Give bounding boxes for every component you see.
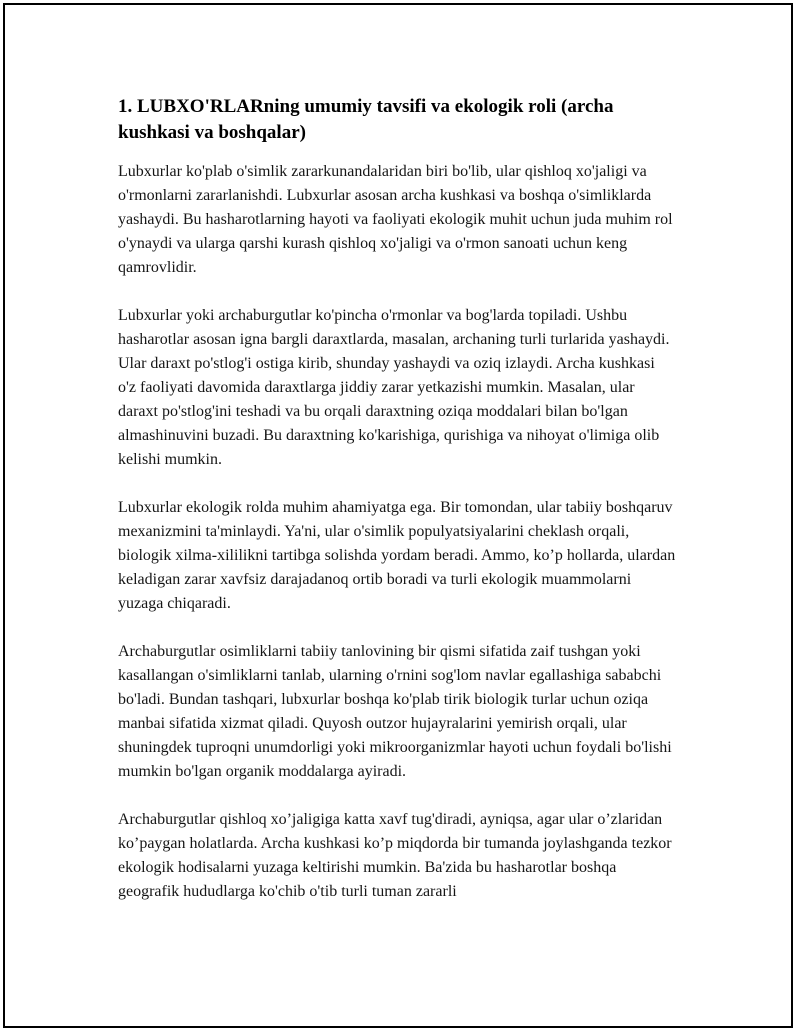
paragraph-4: Archaburgutlar osimliklarni tabiiy tanlovining bir qismi sifatida zaif tushgan yoki kasallangan o'simliklarni tanlab, ularning o'rnini sog'lom navlar egallashiga sababchi bo'ladi. Bundan tashqari, lubxurlar boshqa ko'plab tirik biologik turlar uchun oziqa manbai sifatida xizmat qiladi. Quyosh outzor hujayralarini yemirish orqali, ular shuningdek tuproqni unumdorligi yoki mikroorganizmlar hayoti uchun foydali bo'lishi mumkin bo'lgan organik moddalarga ayiradi. (118, 643, 672, 780)
paragraph-1: Lubxurlar ko'plab o'simlik zararkunandalaridan biri bo'lib, ular qishloq xo'jaligi va o'rmonlarni zararlanishdi. Lubxurlar asosan archa kushkasi va boshqa o'simliklarda yashaydi. Bu hasharotlarning hayoti va faoliyati ekologik muhit uchun juda muhim rol o'ynaydi va ularga qarshi kurash qishloq xo'jaligi va o'rmon sanoati uchun keng qamrovlidir. (118, 163, 673, 276)
paragraph-3: Lubxurlar ekologik rolda muhim ahamiyatga ega. Bir tomondan, ular tabiiy boshqaruv mexanizmini ta'minlaydi. Ya'ni, ular o'simlik populyatsiyalarini cheklash orqali, biologik xilma-xililikni tartibga solishda yordam beradi. Ammo, ko’p hollarda, ulardan keladigan zarar xavfsiz darajadanoq ortib boradi va turli ekologik muammolarni yuzaga chiqaradi. (118, 499, 676, 612)
paragraph-2: Lubxurlar yoki archaburgutlar ko'pincha o'rmonlar va bog'larda topiladi. Ushbu hasharotlar asosan igna bargli daraxtlarda, masalan, archaning turli turlarida yashaydi. Ular daraxt po'stlog'i ostiga kirib, shunday yashaydi va oziq izlaydi. Archa kushkasi o'z faoliyati davomida daraxtlarga jiddiy zarar yetkazishi mumkin. Masalan, ular daraxt po'stlog'ini teshadi va bu orqali daraxtning oziqa moddalari bilan bo'lgan almashinuvini buzadi. Bu daraxtning ko'karishiga, qurishiga va nihoyat o'limiga olib kelishi mumkin. (118, 307, 670, 468)
section-title: 1. LUBXO'RLARning umumiy tavsifi va ekologik roli (archa kushkasi va boshqalar) (118, 96, 614, 143)
document-body (118, 94, 676, 928)
paragraph-5: Archaburgutlar qishloq xo’jaligiga katta xavf tug'diradi, ayniqsa, agar ular o’zlaridan ko’paygan holatlarda. Archa kushkasi ko’p miqdorda bir tumanda joylashganda tezkor ekologik hodisalarni yuzaga keltirishi mumkin. Ba'zida bu hasharotlar boshqa geografik hududlarga ko'chib o'tib turli tuman zararli (118, 811, 672, 900)
